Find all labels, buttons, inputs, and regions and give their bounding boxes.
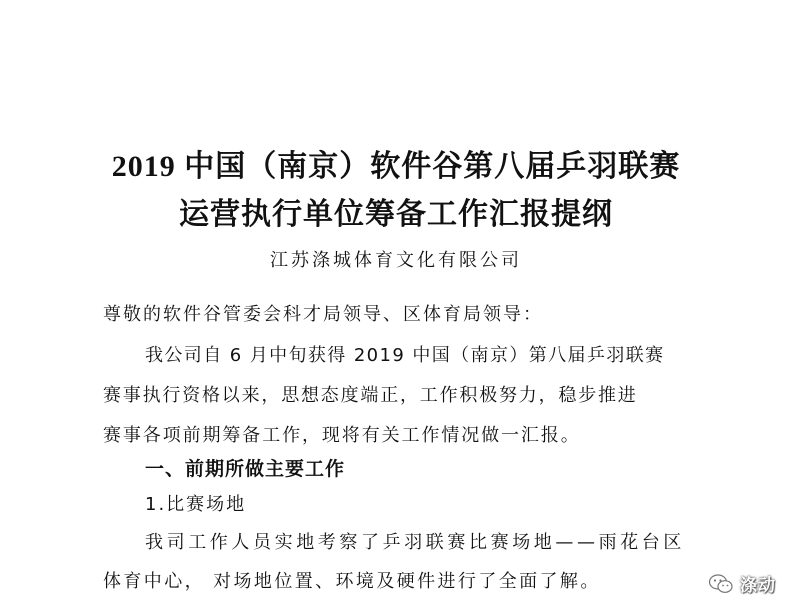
intro-line-1: 我公司自 6 月中旬获得 2019 中国（南京）第八届乒羽联赛 [145, 345, 665, 366]
document-title-line-1: 2019 中国（南京）软件谷第八届乒羽联赛 [111, 150, 681, 183]
document-title-line-2: 运营执行单位筹备工作汇报提纲 [179, 198, 613, 231]
watermark-label: 涤动 [740, 576, 776, 596]
section-heading: 一、前期所做主要工作 [145, 459, 346, 480]
intro-line-3: 赛事各项前期筹备工作，现将有关工作情况做一汇报。 [103, 425, 581, 446]
watermark [708, 571, 776, 596]
body-line-1: 我司工作人员实地考察了乒羽联赛比赛场地——雨花台区 [145, 532, 685, 553]
body-line-2: 体育中心， 对场地位置、环境及硬件进行了全面了解。 [103, 571, 601, 592]
salutation: 尊敬的软件谷管委会科才局领导、区体育局领导： [103, 304, 543, 325]
company-name: 江苏涤城体育文化有限公司 [270, 250, 522, 271]
intro-line-2: 赛事执行资格以来，思想态度端正，工作积极努力，稳步推进 [103, 385, 638, 406]
wechat-icon [708, 573, 734, 595]
subsection-heading: 1.比赛场地 [145, 494, 247, 515]
